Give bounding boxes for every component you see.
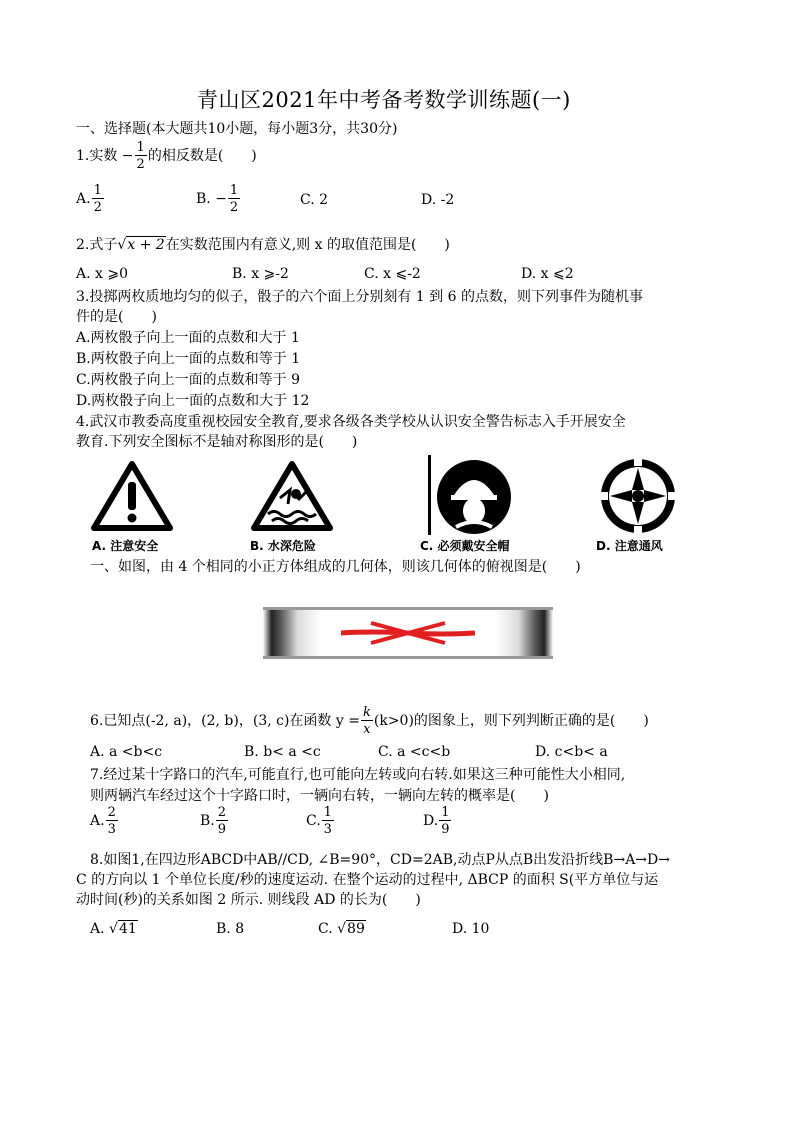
- q1-option-a-label: A.: [76, 191, 91, 207]
- q1-option-c: C. 2: [300, 192, 329, 208]
- q7-d-den: 9: [441, 822, 450, 837]
- q6-option-d: D. c<b< a: [535, 744, 608, 760]
- red-cross-mark: [341, 621, 475, 645]
- q2-prefix: 2.式子: [76, 237, 118, 253]
- q7-b-den: 9: [217, 822, 227, 837]
- q8-option-c-label: C.: [318, 921, 333, 937]
- q3-line-2: 件的是( ): [76, 309, 157, 325]
- blurred-figure: [263, 607, 553, 659]
- deep-water-sign-icon: [250, 460, 334, 532]
- q7-option-a-label: A.: [90, 813, 105, 829]
- q1-prefix: 1.实数 −: [76, 148, 134, 164]
- q2-suffix: 在实数范围内有意义,则 x 的取值范围是( ): [165, 237, 450, 253]
- q7-a-num: 2: [107, 805, 116, 820]
- q8-option-c: [318, 921, 366, 937]
- question-6: [90, 706, 649, 736]
- q8-option-a: [90, 921, 138, 937]
- sign-d-caption: D. 注意通风: [596, 539, 663, 553]
- q6-option-a: A. a <b<c: [90, 744, 163, 760]
- q7-option-b-label: B.: [200, 813, 215, 829]
- q2-option-b: B. x ⩾-2: [232, 266, 289, 282]
- q8-c-radicand: 89: [347, 921, 365, 937]
- figure-top-edge: [263, 607, 553, 610]
- q7-c-num: 1: [323, 805, 332, 820]
- q7-option-c-label: C.: [306, 813, 321, 829]
- q7-line-2: 则两辆汽车经过这个十字路口时，一辆向右转，一辆向左转的概率是( ): [90, 788, 549, 804]
- helmet-sign-icon: [426, 455, 518, 537]
- q3-option-a: A.两枚骰子向上一面的点数和大于 1: [76, 330, 300, 346]
- q1-b-den: 2: [229, 200, 239, 215]
- q8-option-d: D. 10: [452, 921, 490, 937]
- q8-line-1: 8.如图1,在四边形ABCD中AB//CD, ∠B=90°，CD=2AB,动点P从点B出发沿折线B→A→D→: [90, 852, 670, 868]
- question-5: 一、如图，由 4 个相同的小正方体组成的几何体，则该几何体的俯视图是( ): [90, 559, 581, 575]
- q7-d-num: 1: [441, 805, 450, 820]
- sign-b-caption: B. 水深危险: [250, 539, 316, 553]
- q8-option-a-label: A.: [90, 921, 105, 937]
- q3-option-c: C.两枚骰子向上一面的点数和等于 9: [76, 372, 301, 388]
- q8-line-2: C 的方向以 1 个单位长度/秒的速度运动. 在整个运动的过程中, ΔBCP 的面积 S(平方单位与运: [76, 872, 659, 888]
- q7-line-1: 7.经过某十字路口的汽车,可能直行,也可能向左转或向右转.如果这三种可能性大小相同,: [90, 767, 626, 783]
- q6-frac-num: k: [362, 705, 371, 720]
- caution-sign-icon: [90, 460, 174, 532]
- q4-line-1: 4.武汉市教委高度重视校园安全教育,要求各级各类学校从认识安全警告标志入手开展安全: [76, 414, 626, 430]
- q1-frac-den: 2: [136, 157, 145, 172]
- q1-a-num: 1: [93, 183, 102, 198]
- figure-bottom-edge: [263, 656, 553, 659]
- q2-option-d: D. x ⩽2: [521, 266, 574, 282]
- q7-a-den: 3: [107, 822, 116, 837]
- q1-a-den: 2: [93, 200, 102, 215]
- q2-option-a: A. x ⩾0: [76, 266, 128, 282]
- q6-prefix: 6.已知点(-2, a)，(2, b)，(3, c)在函数 y =: [90, 713, 360, 729]
- q7-b-num: 2: [217, 805, 227, 820]
- q1-fraction: [135, 141, 147, 171]
- question-2: [76, 234, 450, 254]
- q4-line-2: 教育.下列安全图标不是轴对称图形的是( ): [76, 434, 358, 450]
- q8-option-b: B. 8: [216, 921, 245, 937]
- q6-frac-den: x: [363, 722, 371, 737]
- q7-option-b: [200, 806, 229, 836]
- q7-c-den: 3: [323, 822, 332, 837]
- q2-option-c: C. x ⩽-2: [364, 266, 421, 282]
- q8-c-sqrt: √89: [337, 921, 365, 937]
- sign-a-caption: A. 注意安全: [92, 539, 159, 553]
- q3-line-1: 3.投掷两枚质地均匀的似子，骰子的六个面上分别刻有 1 到 6 的点数，则下列事件为随机事: [76, 289, 643, 305]
- question-1: [76, 141, 257, 171]
- q1-option-d: D. -2: [421, 192, 455, 208]
- q2-sqrt: √x + 2: [117, 237, 165, 253]
- q3-option-d: D.两枚骰子向上一面的点数和大于 12: [76, 393, 310, 409]
- sign-c-caption: C. 必须戴安全帽: [420, 539, 510, 553]
- q6-option-b: B. b< a <c: [244, 744, 321, 760]
- q8-a-radicand: 41: [118, 921, 137, 937]
- q1-frac-num: 1: [136, 140, 145, 155]
- q8-a-sqrt: √41: [109, 921, 137, 937]
- ventilation-sign-icon: [598, 456, 678, 536]
- q7-option-d: [423, 806, 452, 836]
- q3-option-b: B.两枚骰子向上一面的点数和等于 1: [76, 351, 301, 367]
- q2-radicand: x + 2: [127, 237, 165, 253]
- q6-suffix: (k>0)的图象上，则下列判断正确的是( ): [373, 713, 649, 729]
- q1-option-b: [196, 184, 241, 214]
- q7-option-c: [306, 806, 335, 836]
- q7-option-a: [90, 806, 119, 836]
- q1-suffix: 的相反数是( ): [147, 148, 257, 164]
- q1-option-a: [76, 184, 105, 214]
- q8-line-3: 动时间(秒)的关系如图 2 所示. 则线段 AD 的长为( ): [76, 892, 421, 908]
- q7-option-d-label: D.: [423, 813, 439, 829]
- q1-b-num: 1: [229, 183, 239, 198]
- section-heading: 一、选择题(本大题共10小题，每小题3分，共30分): [76, 121, 398, 137]
- q6-option-c: C. a <c<b: [378, 744, 451, 760]
- page-title: 青山区2021年中考备考数学训练题(一): [197, 88, 571, 112]
- q1-option-b-label: B. −: [196, 191, 227, 207]
